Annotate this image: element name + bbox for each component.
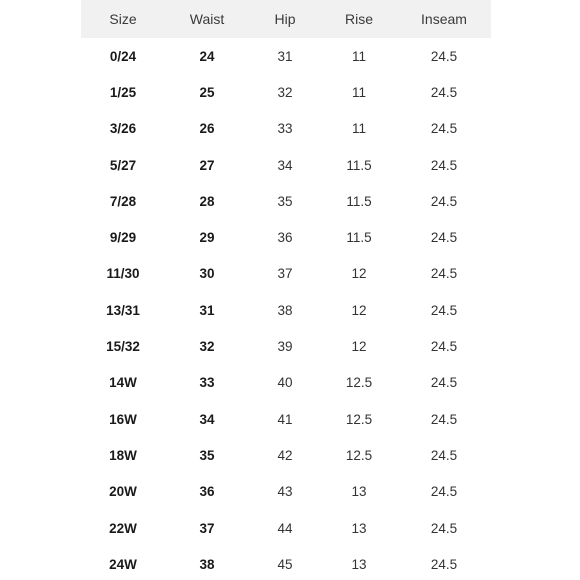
cell-size: 13/31 — [106, 302, 140, 318]
table-row — [81, 510, 491, 546]
size-chart-table — [81, 0, 491, 580]
cell-rise: 11.5 — [346, 193, 372, 209]
cell-hip: 36 — [277, 230, 293, 246]
cell-size: 11/30 — [106, 266, 140, 282]
cell-inseam: 24.5 — [430, 48, 458, 64]
cell-inseam: 24.5 — [430, 411, 458, 427]
cell-waist: 27 — [199, 157, 215, 173]
header-waist: Waist — [189, 11, 225, 27]
cell-inseam: 24.5 — [430, 230, 458, 246]
cell-rise: 11.5 — [346, 230, 372, 246]
table-row — [81, 219, 491, 255]
table-row — [81, 328, 491, 364]
cell-rise: 12 — [351, 266, 367, 282]
cell-inseam: 24.5 — [430, 157, 458, 173]
cell-size: 1/25 — [109, 84, 137, 100]
cell-hip: 44 — [277, 520, 293, 536]
cell-rise: 12 — [351, 302, 367, 318]
cell-hip: 39 — [277, 339, 293, 355]
cell-size: 5/27 — [109, 157, 137, 173]
cell-hip: 34 — [277, 157, 293, 173]
table-row — [81, 147, 491, 183]
cell-size: 16W — [109, 411, 137, 427]
table-row — [81, 365, 491, 401]
cell-size: 0/24 — [109, 48, 137, 64]
header-size: Size — [109, 11, 137, 27]
cell-size: 24W — [109, 556, 137, 572]
cell-hip: 33 — [277, 121, 293, 137]
cell-size: 14W — [109, 375, 137, 391]
cell-rise: 12.5 — [345, 447, 373, 463]
cell-rise: 12.5 — [345, 375, 373, 391]
table-row — [81, 38, 491, 74]
cell-hip: 38 — [277, 302, 293, 318]
cell-waist: 33 — [199, 375, 215, 391]
cell-inseam: 24.5 — [430, 520, 458, 536]
cell-inseam: 24.5 — [430, 556, 458, 572]
cell-waist: 37 — [199, 520, 215, 536]
header-row — [81, 0, 491, 38]
cell-inseam: 24.5 — [430, 302, 458, 318]
cell-waist: 30 — [199, 266, 215, 282]
cell-hip: 37 — [277, 266, 293, 282]
table-row — [81, 546, 491, 580]
table-row — [81, 474, 491, 510]
cell-rise: 13 — [351, 556, 367, 572]
table-row — [81, 256, 491, 292]
cell-waist: 24 — [199, 48, 215, 64]
cell-inseam: 24.5 — [430, 266, 458, 282]
cell-hip: 32 — [277, 84, 293, 100]
cell-size: 3/26 — [109, 121, 137, 137]
cell-rise: 11 — [351, 121, 366, 137]
size-chart-body — [81, 38, 491, 580]
cell-hip: 41 — [277, 411, 293, 427]
cell-inseam: 24.5 — [430, 193, 458, 209]
header-rise: Rise — [344, 11, 373, 27]
table-row — [81, 183, 491, 219]
cell-rise: 11 — [351, 84, 366, 100]
cell-waist: 26 — [199, 121, 215, 137]
cell-hip: 40 — [277, 375, 293, 391]
cell-rise: 11 — [351, 48, 366, 64]
cell-inseam: 24.5 — [430, 484, 458, 500]
cell-waist: 34 — [199, 411, 215, 427]
cell-hip: 31 — [277, 48, 293, 64]
table-row — [81, 74, 491, 110]
cell-hip: 42 — [277, 447, 293, 463]
cell-waist: 29 — [199, 230, 215, 246]
table-row — [81, 437, 491, 473]
cell-size: 20W — [109, 484, 137, 500]
cell-hip: 43 — [277, 484, 293, 500]
cell-waist: 35 — [199, 447, 215, 463]
cell-hip: 35 — [277, 193, 293, 209]
cell-rise: 13 — [351, 484, 367, 500]
cell-waist: 32 — [199, 339, 215, 355]
cell-inseam: 24.5 — [430, 339, 458, 355]
cell-size: 7/28 — [109, 193, 137, 209]
cell-rise: 11.5 — [346, 157, 372, 173]
cell-size: 15/32 — [106, 339, 140, 355]
header-inseam: Inseam — [421, 11, 467, 27]
cell-inseam: 24.5 — [430, 375, 458, 391]
size-chart-header — [81, 0, 491, 38]
cell-inseam: 24.5 — [430, 121, 458, 137]
cell-size: 18W — [109, 447, 137, 463]
cell-waist: 25 — [199, 84, 215, 100]
table-row — [81, 401, 491, 437]
table-row — [81, 111, 491, 147]
cell-inseam: 24.5 — [430, 84, 458, 100]
cell-waist: 31 — [199, 302, 215, 318]
cell-size: 9/29 — [109, 230, 137, 246]
cell-waist: 28 — [199, 193, 215, 209]
cell-hip: 45 — [277, 556, 293, 572]
cell-size: 22W — [109, 520, 137, 536]
cell-rise: 12.5 — [345, 411, 373, 427]
cell-rise: 12 — [351, 339, 367, 355]
cell-inseam: 24.5 — [430, 447, 458, 463]
header-hip: Hip — [274, 11, 296, 27]
table-row — [81, 292, 491, 328]
cell-rise: 13 — [351, 520, 367, 536]
cell-waist: 36 — [199, 484, 215, 500]
cell-waist: 38 — [199, 556, 215, 572]
